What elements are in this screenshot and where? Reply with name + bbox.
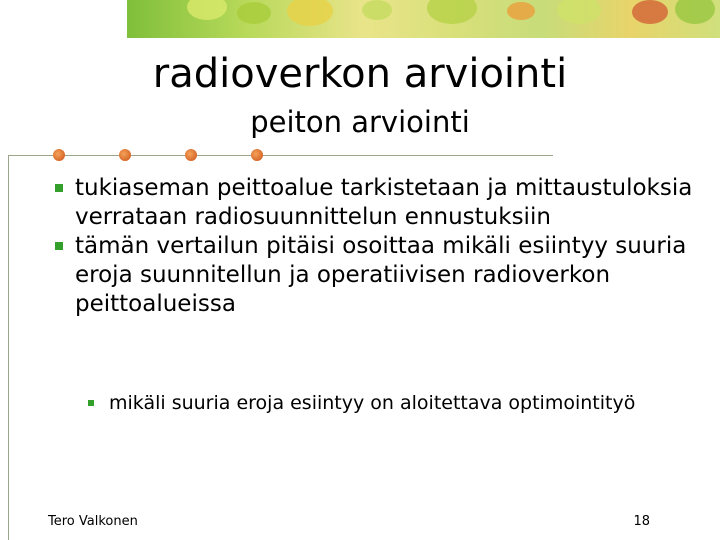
- page-number: 18: [633, 514, 650, 529]
- left-margin-line: [8, 155, 9, 540]
- square-bullet-icon: [88, 400, 94, 406]
- bullet-text: tämän vertailun pitäisi osoittaa mikäli esiintyy suuria eroja suunnitellun ja operatiivisen radioverkon peittoalueissa: [75, 233, 687, 317]
- bullet-item: [55, 232, 695, 319]
- bullet-list: [55, 174, 695, 319]
- header-banner-image: [127, 0, 720, 38]
- bullet-text: tukiaseman peittoalue tarkistetaan ja mittaustuloksia verrataan radiosuunnittelun ennustuksiin: [75, 175, 693, 230]
- decorative-dot: [119, 149, 131, 161]
- bullet-item: [55, 174, 695, 232]
- slide-subtitle: peiton arviointi: [250, 105, 470, 139]
- slide-title: radioverkon arviointi: [152, 51, 568, 97]
- square-bullet-icon: [55, 242, 63, 250]
- title-divider-line: [8, 155, 553, 156]
- sub-bullet-item: [88, 390, 648, 416]
- decorative-dot: [53, 149, 65, 161]
- sub-bullet-text: mikäli suuria eroja esiintyy on aloitettava optimointityö: [109, 392, 636, 414]
- decorative-dot: [251, 149, 263, 161]
- footer-author: Tero Valkonen: [48, 514, 138, 529]
- square-bullet-icon: [55, 184, 63, 192]
- sub-bullet-list: [88, 390, 648, 416]
- decorative-dot: [185, 149, 197, 161]
